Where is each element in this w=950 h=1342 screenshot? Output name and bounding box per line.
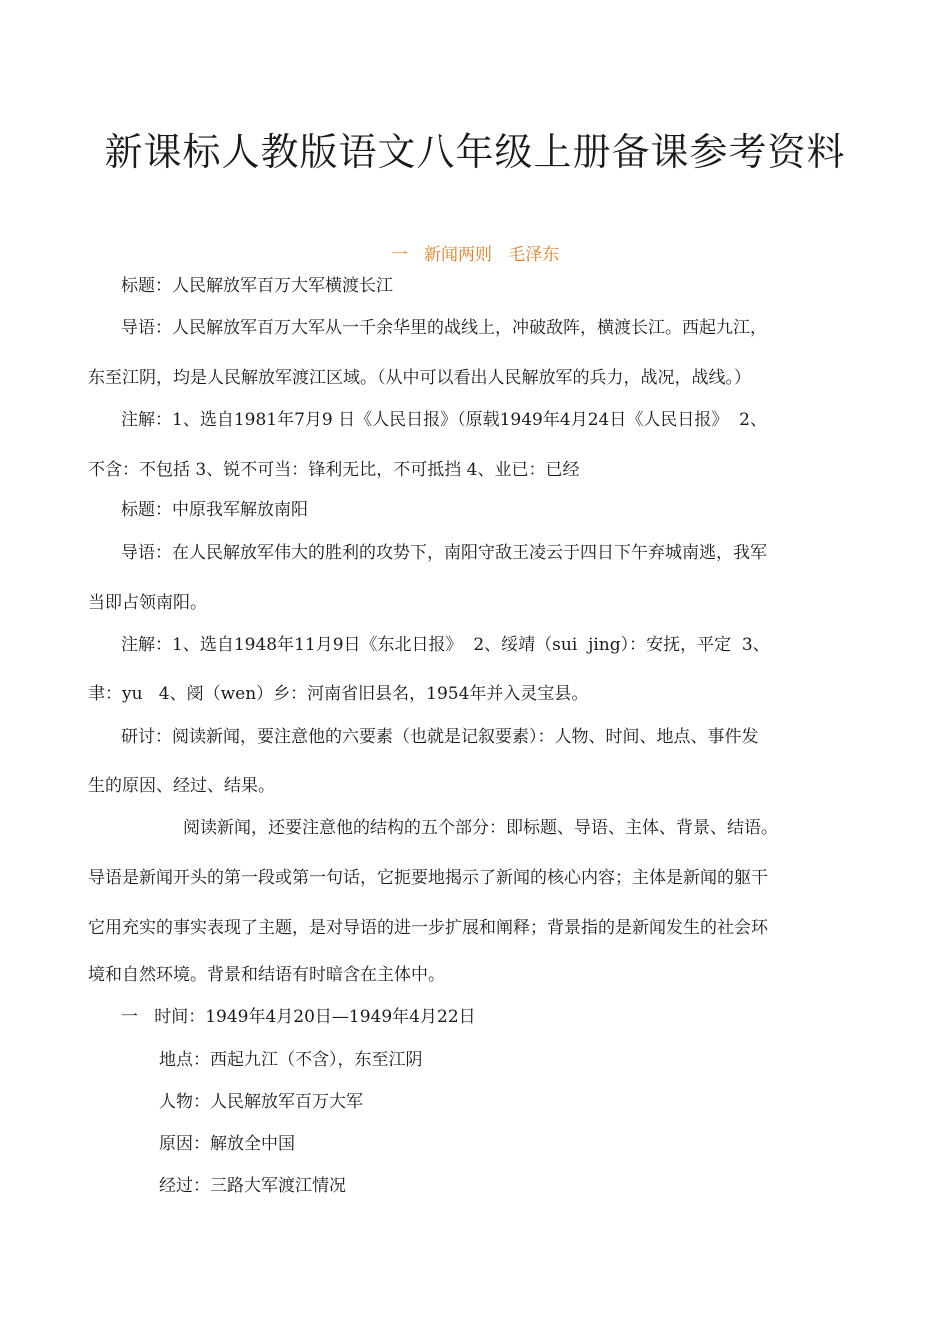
element-place-line: 地点：西起九江（不含），东至江阴: [159, 1050, 423, 1070]
structure-line-4: 境和自然环境。背景和结语有时暗含在主体中。: [88, 965, 445, 985]
news2-notes-line-2: 聿：yu 4、阌（wen）乡：河南省旧县名，1954年并入灵宝县。: [88, 684, 589, 704]
news1-lead-line-1: 导语：人民解放军百万大军从一千余华里的战线上，冲破敌阵，横渡长江。西起九江，: [121, 318, 767, 338]
structure-line-3: 它用充实的事实表现了主题，是对导语的进一步扩展和阐释；背景指的是新闻发生的社会环: [88, 918, 768, 938]
news1-notes-line-2: 不含：不包括 3、锐不可当：锋利无比，不可抵挡 4、业已：已经: [88, 460, 580, 480]
news2-notes-line-1: 注解：1、选自1948年11月9日《东北日报》 2、绥靖（sui jing）：安抚，平定 3、: [121, 635, 770, 655]
news2-lead-line-2: 当即占领南阳。: [88, 593, 207, 613]
news2-title-line: 标题：中原我军解放南阳: [121, 500, 308, 520]
structure-line-1: 阅读新闻，还要注意他的结构的五个部分：即标题、导语、主体、背景、结语。: [183, 818, 778, 838]
section-heading: 一 新闻两则 毛泽东: [390, 245, 560, 265]
discussion-line-1: 研讨：阅读新闻，要注意他的六要素（也就是记叙要素）：人物、时间、地点、事件发: [121, 727, 759, 747]
news1-title-line: 标题：人民解放军百万大军横渡长江: [121, 276, 393, 296]
news2-lead-line-1: 导语：在人民解放军伟大的胜利的攻势下，南阳守敌王凌云于四日下午弃城南逃，我军: [121, 543, 767, 563]
element-people-line: 人物：人民解放军百万大军: [159, 1092, 363, 1112]
structure-line-2: 导语是新闻开头的第一段或第一句话，它扼要地揭示了新闻的核心内容；主体是新闻的躯干: [88, 868, 768, 888]
news1-lead-line-2: 东至江阴，均是人民解放军渡江区域。（从中可以看出人民解放军的兵力，战况，战线。）: [88, 368, 751, 388]
document-title: 新课标人教版语文八年级上册备课参考资料: [104, 130, 846, 174]
element-time-line: 一 时间：1949年4月20日—1949年4月22日: [121, 1007, 476, 1027]
news1-notes-line-1: 注解：1、选自1981年7月9 日《人民日报》（原载1949年4月24日《人民日报》 2、: [121, 410, 767, 430]
element-cause-line: 原因：解放全中国: [159, 1134, 295, 1154]
discussion-line-2: 生的原因、经过、结果。: [88, 776, 275, 796]
element-process-line: 经过：三路大军渡江情况: [159, 1176, 346, 1196]
